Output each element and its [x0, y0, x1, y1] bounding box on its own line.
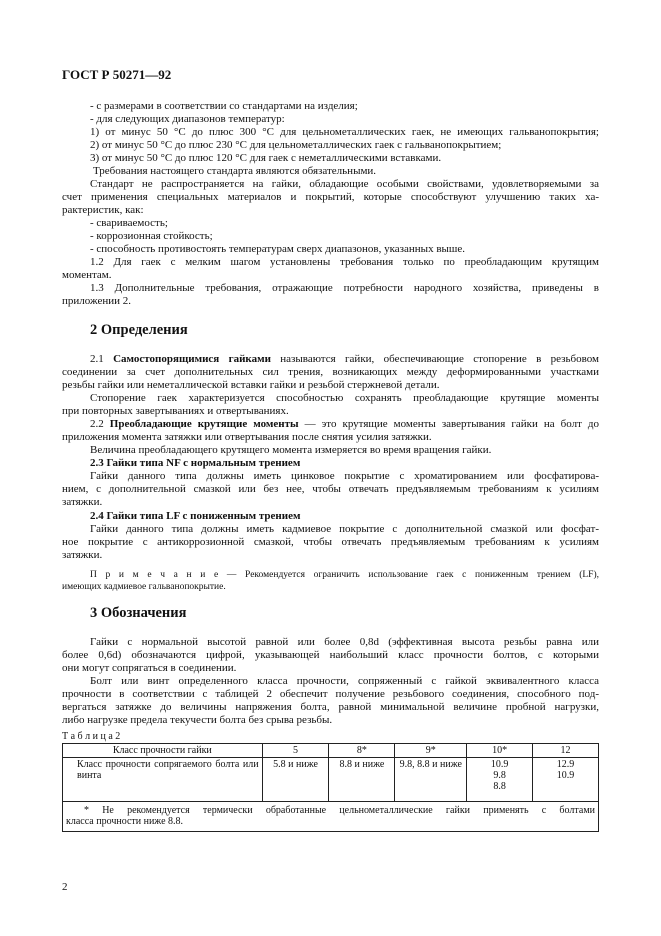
intro-line-8: - свариваемость; [90, 217, 168, 229]
sub-2-3-line-2: нием, с дополнительной смазкой или без нее, чтобы отвечать предъявляемым требованиям к усилиям [62, 483, 599, 495]
table-header-cell: 8* [329, 744, 395, 758]
sub-2-4-line-1: Гайки данного типа должны иметь кадмиевое покрытие с дополнительной смазкой или фосфат- [90, 523, 599, 535]
intro-para-7c: рактеристик, как: [62, 204, 144, 216]
table-header-cell: Класс прочности гайки [63, 744, 263, 758]
intro-para-7a: Стандарт не распространяется на гайки, обладающие особыми свойствами, удовлетворяемыми за [90, 178, 599, 190]
sub-2-3-line-1: Гайки данного типа должны иметь цинковое покрытие с хроматированием или фосфатирова- [90, 470, 599, 482]
table-cell: 5.8 и ниже [262, 758, 329, 802]
cell-line: 12.9 [556, 759, 575, 770]
sec3-para-2a: Болт или винт определенного класса прочности, сопряженный с гайкой эквивалентного класса [90, 675, 599, 687]
cell-line: 9.8 [493, 770, 506, 781]
table-2 [62, 743, 599, 832]
intro-line-9: - коррозионная стойкость; [90, 230, 213, 242]
def-text: — это крутящие моменты завертывания гайки на болт до [298, 418, 600, 430]
table-header-cell: 12 [533, 744, 599, 758]
table-2-caption: Т а б л и ц а 2 [62, 731, 121, 742]
footnote-line-1: * Не рекомендуется термически обработанные цельнометаллические гайки применять с болтами [84, 805, 595, 816]
cell-line: 8.8 [493, 781, 506, 792]
def-2-1-para-2b: при повторных завертываниях и отвертываниях. [62, 405, 289, 417]
table-cell: 9.8, 8.8 и ниже [395, 758, 467, 802]
clause-1-3b: приложении 2. [62, 295, 131, 307]
sec3-para-2b: прочности в соответствии с таблицей 2 обеспечит получение резьбового соединения, способного под- [62, 688, 599, 700]
sec3-para-2d: либо нагрузке предела текучести болта без срыва резьбы. [62, 714, 333, 726]
note-line-1: П р и м е ч а н и е — Рекомендуется ограничить использование гаек с пониженным трением (LF), [90, 570, 599, 580]
table-cell: Класс прочности сопрягаемого болта или винта [63, 758, 263, 802]
clause-1-3a: 1.3 Дополнительные требования, отражающие потребности народного хозяйства, приведены в [90, 282, 599, 294]
table-header-cell: 5 [262, 744, 329, 758]
subsection-2-4-title: 2.4 Гайки типа LF с пониженным трением [90, 510, 301, 522]
def-text: называются гайки, обеспечивающие стопорение в резьбовом [270, 353, 600, 365]
term-self-locking-nuts: Самостопорящимися гайками [113, 353, 271, 365]
sec3-para-1c: они могут сопрягаться в соединении. [62, 662, 237, 674]
intro-line-10: - способность противостоять температурам сверх диапазонов, указанных выше. [90, 243, 466, 255]
sub-2-4-line-3: затяжки. [62, 549, 103, 561]
document-header: ГОСТ Р 50271—92 [62, 67, 172, 82]
sub-2-3-line-3: затяжки. [62, 496, 103, 508]
cell-line: 10.9 [556, 770, 575, 781]
intro-line-2: - для следующих диапазонов температур: [90, 113, 285, 125]
def-2-2-line-2: приложения момента затяжки или отвертывания после снятия усилия затяжки. [62, 431, 432, 443]
table-footnote-row [63, 802, 599, 832]
def-2-2-line-1 [90, 418, 599, 431]
cell-line: 10.9 [490, 759, 509, 770]
table-header-row [63, 744, 599, 758]
intro-line-4: 2) от минус 50 °С до плюс 230 °С для цельнометаллических гаек с гальванопокрытием; [90, 139, 502, 151]
table-cell [467, 758, 533, 802]
table-header-cell: 10* [467, 744, 533, 758]
def-2-1-line-3: резьбы гайки или неметаллической вставки гайки и резьбой стержневой детали. [62, 379, 440, 391]
note-line-2: имеющих кадмиевое гальванопокрытие. [62, 582, 226, 592]
footnote-line-2: класса прочности ниже 8.8. [66, 816, 184, 827]
sub-2-4-line-2: ное покрытие с антикоррозионной смазкой, чтобы отвечать предъявляемым требованиям к усилиям [62, 536, 599, 548]
sec3-para-2c: вергаться затяжке до величины напряжения болта, равной минимальной величине пробной нагрузки, [62, 701, 599, 713]
def-2-1-para-2a: Стопорение гаек характеризуется способностью сохранять преобладающие крутящие моменты [90, 392, 599, 404]
def-2-1-line-1 [90, 353, 599, 366]
table-header-cell: 9* [395, 744, 467, 758]
intro-line-6: Требования настоящего стандарта являются обязательными. [93, 165, 377, 177]
clause-number: 2.1 [90, 353, 114, 365]
page-number: 2 [62, 881, 68, 893]
def-2-2-para-2: Величина преобладающего крутящего момента измеряется во время вращения гайки. [90, 444, 492, 456]
sec3-para-1a: Гайки с нормальной высотой равной или более 0,8d (эффективная высота резьбы равна или [90, 636, 599, 648]
table-footnote [63, 802, 599, 832]
table-row [63, 758, 599, 802]
clause-1-2a: 1.2 Для гаек с мелким шагом установлены требования только по преобладающим крутящим [90, 256, 599, 268]
def-2-1-line-2: соединении за счет дополнительных сил трения, возникающих между деформированными участками [62, 366, 599, 378]
intro-line-5: 3) от минус 50 °С до плюс 120 °С для гаек с неметаллическими вставками. [90, 152, 442, 164]
intro-line-3: 1) от минус 50 °С до плюс 300 °С для цельнометаллических гаек, не имеющих гальванопокрытия; [90, 126, 599, 138]
sec3-para-1b: более 0,6d) обозначаются цифрой, указывающей наибольший класс прочности болтов, с которыми [62, 649, 599, 661]
section-3-title: 3 Обозначения [90, 605, 187, 621]
clause-number: 2.2 [90, 418, 110, 430]
table-cell: 8.8 и ниже [329, 758, 395, 802]
table-cell [533, 758, 599, 802]
subsection-2-3-title: 2.3 Гайки типа NF с нормальным трением [90, 457, 301, 469]
term-prevailing-torque: Преобладающие крутящие моменты [109, 418, 299, 430]
intro-line-1: - с размерами в соответствии со стандартами на изделия; [90, 100, 358, 112]
intro-para-7b: счет применения специальных материалов и покрытий, которые способствуют улучшению таких ха- [62, 191, 599, 203]
section-2-title: 2 Определения [90, 322, 188, 338]
clause-1-2b: моментам. [62, 269, 112, 281]
